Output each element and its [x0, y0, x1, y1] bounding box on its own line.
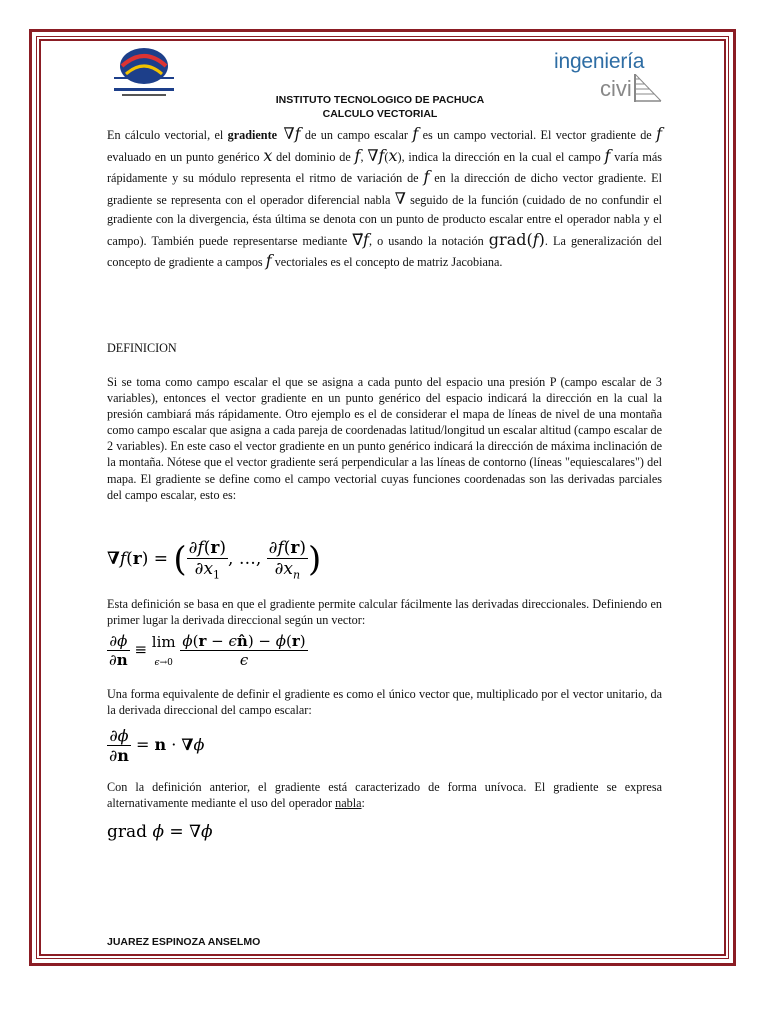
- nabla-link[interactable]: nabla: [335, 796, 362, 811]
- section-heading-definicion: DEFINICION: [107, 341, 177, 355]
- directional-derivative-equation: $\frac{\partial\phi}{\partial n}$ ≡ lim ϵ→0 $\frac{\phi(r - \epsilon n̂) - \phi(r)}{\epsilon}$: [109, 632, 306, 669]
- document-header-institute: INSTITUTO TECNOLOGICO DE PACHUCA: [275, 94, 485, 106]
- directional-derivative-paragraph: Esta definición se basa en que el gradiente permite calcular fácilmente las derivadas direccionales. Definiendo en primer lugar la derivada direccional según un vector:: [107, 597, 662, 628]
- gradient-definition-equation: ∇f(r) = ( $\frac{\partial f(r)}{\partial x_1}$ , …, $\frac{\partial f(r)}{\partial x_n}$ ): [107, 538, 322, 582]
- equivalent-definition-paragraph: Una forma equivalente de definir el gradiente es como el único vector que, multiplicado por el vector unitario, da la derivada direccional del campo escalar:: [107, 687, 662, 718]
- nabla-paragraph: Con la definición anterior, el gradiente está caracterizado de forma unívoca. El gradiente se expresa alternativamente mediante el uso del operador nabla:: [107, 780, 662, 811]
- logo-word-ingenieria: ingeniería: [554, 50, 645, 73]
- dot-product-equation: $\frac{\partial\phi}{\partial n}$ = n · ∇ϕ: [109, 726, 205, 765]
- document-header-course: CALCULO VECTORIAL: [322, 108, 438, 120]
- definition-paragraph: Si se toma como campo escalar el que se asigna a cada punto del espacio una presión P (campo escalar de 3 variables), entonces el vector gradiente en un punto genérico del espacio indicará la dirección en la cual la presión cambiará más rápidamente. Otro ejemplo es el de considerar el mapa de líneas de nivel de una montaña como campo escalar que asigna a cada pareja de coordenadas latitud/longitud un escalar altitud (campo escalar de 2 variables). En este caso el vector gradiente en un punto genérico indicará la dirección de máxima inclinación de la montaña. Nótese que el vector gradiente será perpendicular a las líneas de contorno (líneas "equiescalares") del mapa. El gradiente se define como el campo vectorial cuyas funciones coordenadas son las derivadas parciales del campo escalar, esto es:: [107, 375, 662, 502]
- intro-paragraph: En cálculo vectorial, el gradiente ∇f de un campo escalar f es un campo vectorial. El vector gradiente de f evaluado en un punto genérico x del dominio de f, ∇f(x), indica la dirección en la cual el campo f varía más rápidamente y su módulo representa el ritmo de variación de f en la dirección de dicho vector gradiente. El gradiente se representa con el operador diferencial nabla ∇ seguido de la función (cuidado de no confundir el gradiente con la divergencia, ésta última se denota con un punto de producto escalar entre el operador nabla y el campo). También puede representarse mediante ∇⃗f, o usando la notación grad(f). La generalización del concepto de gradiente a campos f vectoriales es el concepto de matriz Jacobiana.: [107, 124, 662, 270]
- grad-nabla-equation: grad ϕ = ∇ϕ: [107, 822, 213, 842]
- logo-word-civil: civi: [600, 76, 632, 101]
- author-footer: JUAREZ ESPINOZA ANSELMO: [107, 936, 261, 948]
